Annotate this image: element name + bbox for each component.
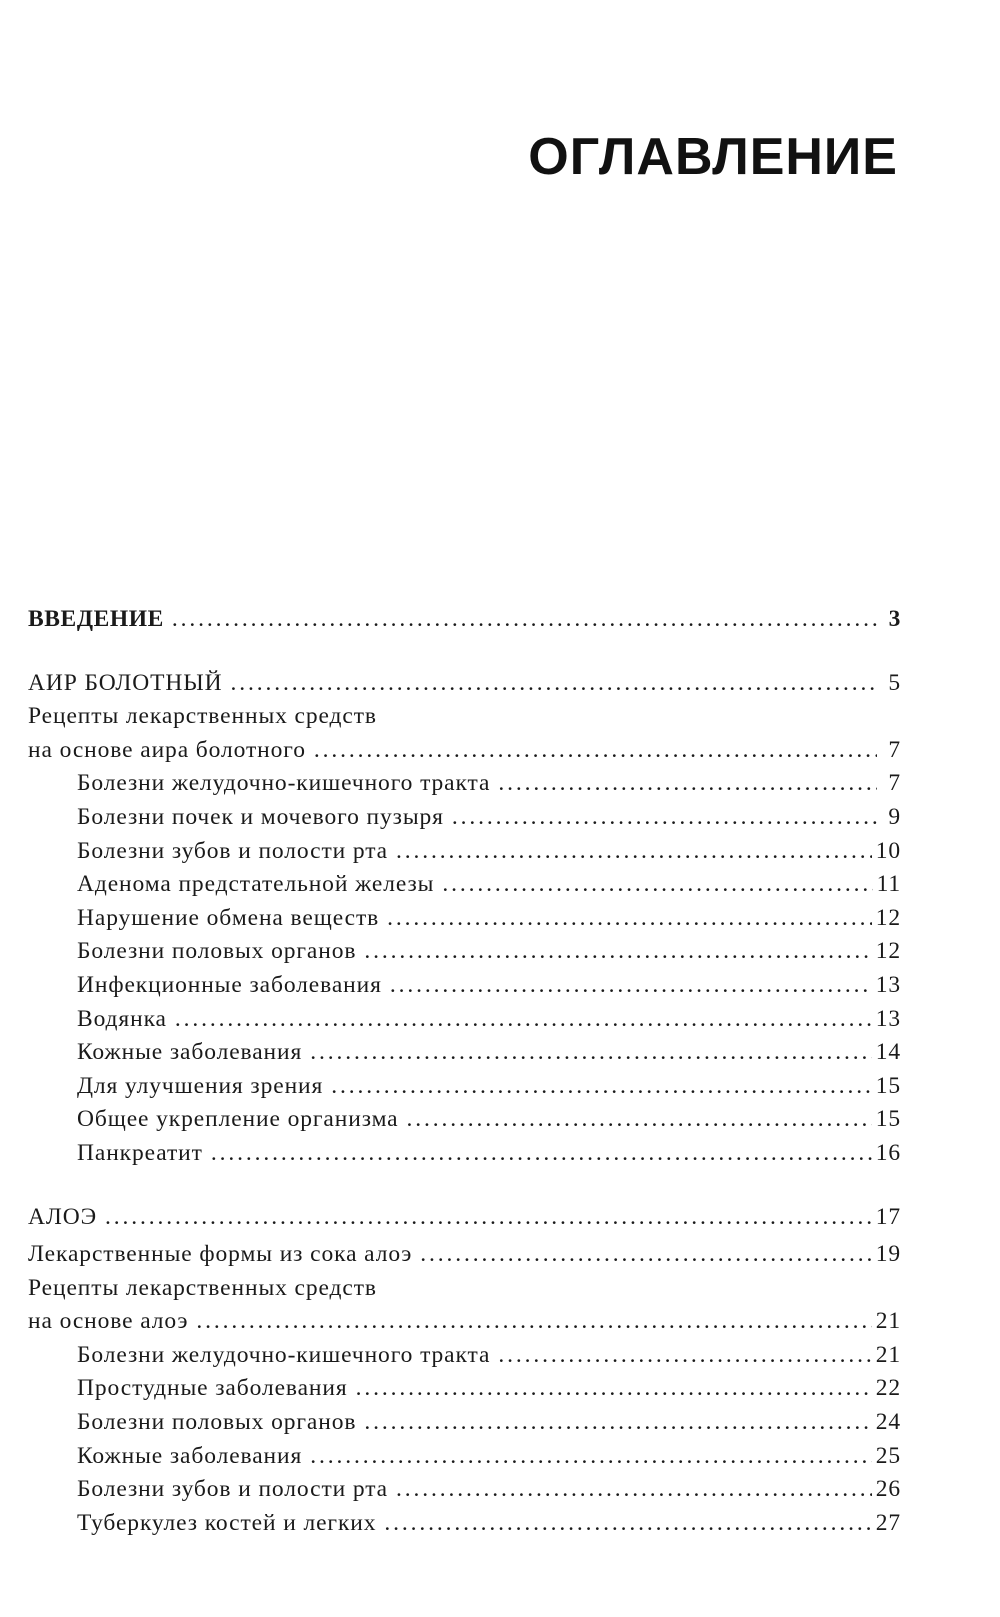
toc-entry-label: Болезни почек и мочевого пузыря [77,803,444,830]
toc-entry-label: Кожные заболевания [77,1442,303,1469]
toc-entry-label: Болезни зубов и полости рта [77,1476,389,1503]
dot-leader [498,767,877,801]
dot-leader [420,1238,871,1272]
toc-entry[interactable] [28,1440,901,1474]
toc-section-label: АИР БОЛОТНЫЙ [28,669,223,696]
toc-entry-label: Болезни зубов и полости рта [77,837,389,864]
toc-page-number: 12 [875,938,901,965]
toc-entry[interactable] [28,1406,901,1440]
toc-page-number: 24 [875,1409,901,1436]
toc-entry[interactable] [28,969,901,1003]
toc-entry[interactable] [28,1507,901,1541]
toc-page-number: 14 [875,1039,901,1066]
dot-leader [364,1406,871,1440]
toc-subsection-air-recipes[interactable] [28,734,901,768]
toc-entry-label: Общее укрепление организма [77,1106,399,1133]
toc-page-number: 21 [875,1308,901,1335]
dot-leader [175,1003,872,1037]
toc-entry[interactable] [28,801,901,835]
toc-entry[interactable] [28,1036,901,1070]
toc-page-number: 7 [888,770,901,797]
toc-entry-label: на основе алоэ [28,1308,189,1335]
toc-page-number: 11 [876,871,901,898]
toc-page-number: 16 [875,1139,901,1166]
toc-page-number: 7 [888,736,901,763]
toc-entry-label: Болезни половых органов [77,1409,357,1436]
toc-entry-label: на основе аира болотного [28,736,306,763]
toc-aloe-items [28,1339,901,1541]
table-of-contents [28,603,901,1540]
toc-page-number: 10 [875,837,901,864]
toc-entry[interactable] [28,1137,901,1171]
dot-leader [105,1201,872,1235]
toc-entry-label: Нарушение обмена веществ [77,904,380,931]
dot-leader [452,801,877,835]
dot-leader [396,835,872,869]
toc-page-number: 13 [875,971,901,998]
toc-page-number: 15 [875,1072,901,1099]
toc-entry[interactable] [28,902,901,936]
toc-page-number: 21 [875,1341,901,1368]
toc-section-label: АЛОЭ [28,1203,97,1230]
toc-subsection-aloe-recipes[interactable] [28,1305,901,1339]
dot-leader [364,935,871,969]
toc-air-items [28,767,901,1170]
toc-entry[interactable] [28,1070,901,1104]
dot-leader [498,1339,871,1373]
toc-entry-label: Болезни желудочно-кишечного тракта [77,1341,491,1368]
toc-section-air[interactable] [28,667,901,701]
dot-leader [442,868,872,902]
toc-section-aloe[interactable] [28,1201,901,1235]
toc-page-number: 5 [888,669,901,696]
toc-entry-label: Лекарственные формы из сока алоэ [28,1241,413,1268]
toc-page-number: 17 [875,1203,901,1230]
toc-page-number: 12 [875,904,901,931]
toc-page-number: 26 [875,1476,901,1503]
toc-entry-label: Простудные заболевания [77,1375,348,1402]
toc-page-number: 19 [875,1241,901,1268]
toc-entry-label: Панкреатит [77,1139,203,1166]
toc-entry-introduction[interactable] [28,603,901,637]
toc-page-number: 13 [875,1005,901,1032]
toc-entry[interactable] [28,835,901,869]
dot-leader [231,667,877,701]
toc-entry-label: Кожные заболевания [77,1039,303,1066]
page-title: ОГЛАВЛЕНИЕ [528,128,898,186]
toc-entry[interactable] [28,1473,901,1507]
dot-leader [407,1103,872,1137]
toc-entry-label: Водянка [77,1005,167,1032]
toc-entry[interactable] [28,935,901,969]
toc-page-number: 22 [875,1375,901,1402]
toc-page-number: 15 [875,1106,901,1133]
dot-leader [211,1137,872,1171]
toc-entry[interactable] [28,767,901,801]
toc-entry-label: Болезни желудочно-кишечного тракта [77,770,491,797]
toc-page-number: 3 [888,606,901,632]
toc-entry-label: Аденома предстательной железы [77,871,435,898]
dot-leader [310,1036,871,1070]
toc-page-number: 9 [888,803,901,830]
dot-leader [331,1070,871,1104]
toc-entry[interactable] [28,868,901,902]
dot-leader [196,1305,871,1339]
toc-page-number: 25 [875,1442,901,1469]
toc-subsection-aloe-recipes-line1: Рецепты лекарственных средств [28,1274,377,1301]
dot-leader [384,1507,871,1541]
dot-leader [396,1473,872,1507]
toc-subsection-aloe-forms[interactable] [28,1238,901,1272]
dot-leader [310,1440,871,1474]
toc-entry[interactable] [28,1372,901,1406]
toc-entry-label: Болезни половых органов [77,938,357,965]
toc-entry-label: Для улучшения зрения [77,1072,324,1099]
toc-entry-label: Туберкулез костей и легких [77,1509,377,1536]
toc-entry[interactable] [28,1003,901,1037]
toc-entry[interactable] [28,1339,901,1373]
toc-entry-label: Инфекционные заболевания [77,971,382,998]
toc-subsection-air-recipes-line1: Рецепты лекарственных средств [28,703,377,730]
dot-leader [314,734,877,768]
toc-entry-label: ВВЕДЕНИЕ [28,606,164,632]
toc-page-number: 27 [875,1509,901,1536]
toc-entry[interactable] [28,1103,901,1137]
dot-leader [172,603,877,637]
dot-leader [390,969,872,1003]
dot-leader [387,902,872,936]
dot-leader [356,1372,872,1406]
